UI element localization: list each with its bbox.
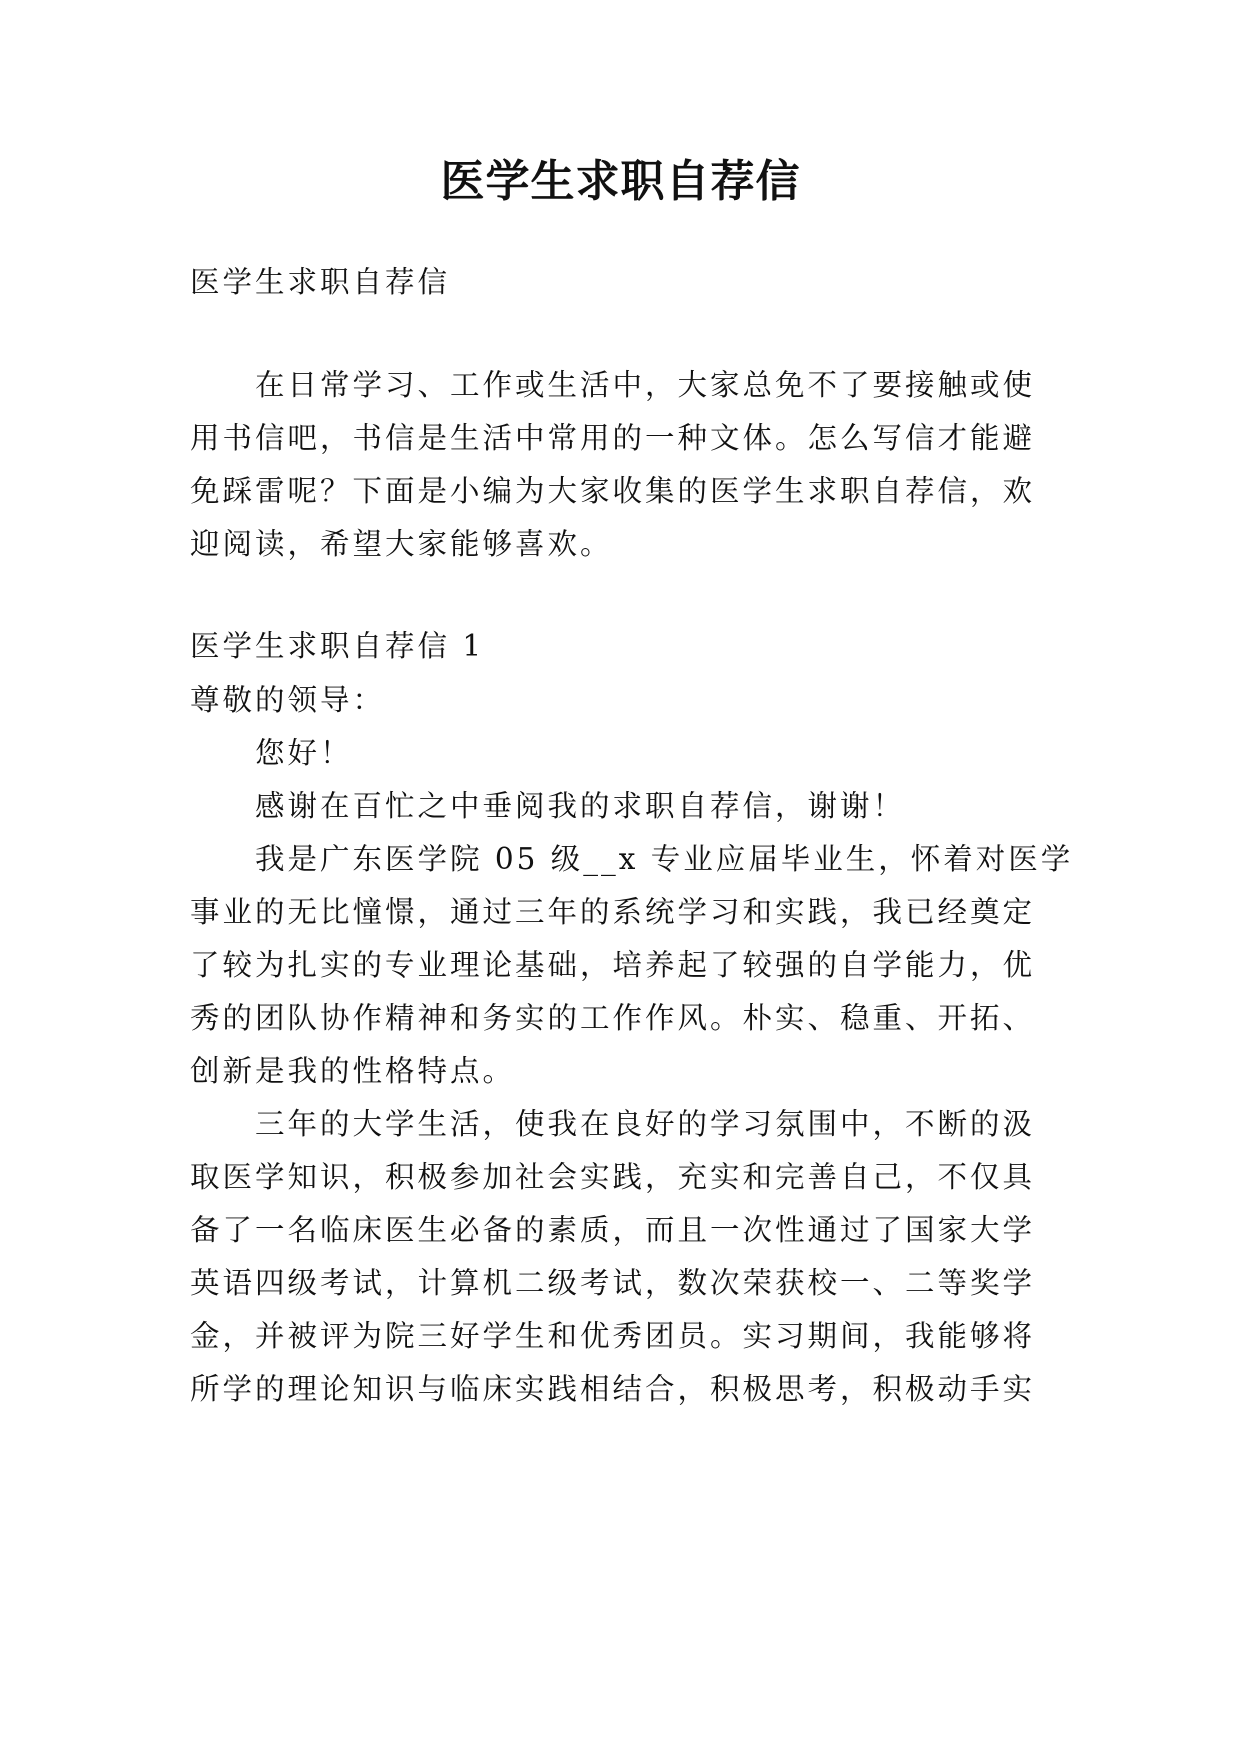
- letter-heading: 医学生求职自荐信 1: [190, 629, 485, 663]
- paragraph1-line: 我是广东医学院 05 级__x 专业应届毕业生，怀着对医学: [255, 842, 1074, 876]
- paragraph1-line: 了较为扎实的专业理论基础，培养起了较强的自学能力，优: [190, 948, 1036, 982]
- intro-line: 用书信吧，书信是生活中常用的一种文体。怎么写信才能避: [190, 421, 1036, 455]
- paragraph1-line: 秀的团队协作精神和务实的工作作风。朴实、稳重、开拓、: [190, 1001, 1036, 1035]
- intro-line: 在日常学习、工作或生活中，大家总免不了要接触或使: [255, 368, 1036, 402]
- paragraph2-line: 取医学知识，积极参加社会实践，充实和完善自己，不仅具: [190, 1160, 1036, 1194]
- thanks-line: 感谢在百忙之中垂阅我的求职自荐信，谢谢！: [255, 789, 906, 823]
- intro-line: 迎阅读，希望大家能够喜欢。: [190, 527, 613, 561]
- document-subtitle: 医学生求职自荐信: [190, 265, 451, 299]
- document-title: 医学生求职自荐信: [440, 156, 801, 207]
- paragraph1-line: 创新是我的性格特点。: [190, 1054, 516, 1088]
- paragraph2-line: 三年的大学生活，使我在良好的学习氛围中，不断的汲: [255, 1107, 1036, 1141]
- paragraph1-line: 事业的无比憧憬，通过三年的系统学习和实践，我已经奠定: [190, 895, 1036, 929]
- paragraph2-line: 备了一名临床医生必备的素质，而且一次性通过了国家大学: [190, 1213, 1036, 1247]
- paragraph2-line: 英语四级考试，计算机二级考试，数次荣获校一、二等奖学: [190, 1266, 1036, 1300]
- intro-line: 免踩雷呢？下面是小编为大家收集的医学生求职自荐信，欢: [190, 474, 1036, 508]
- salutation: 尊敬的领导：: [190, 683, 386, 717]
- greeting: 您好！: [255, 736, 353, 770]
- paragraph2-line: 金，并被评为院三好学生和优秀团员。实习期间，我能够将: [190, 1319, 1036, 1353]
- paragraph2-line: 所学的理论知识与临床实践相结合，积极思考，积极动手实: [190, 1372, 1036, 1406]
